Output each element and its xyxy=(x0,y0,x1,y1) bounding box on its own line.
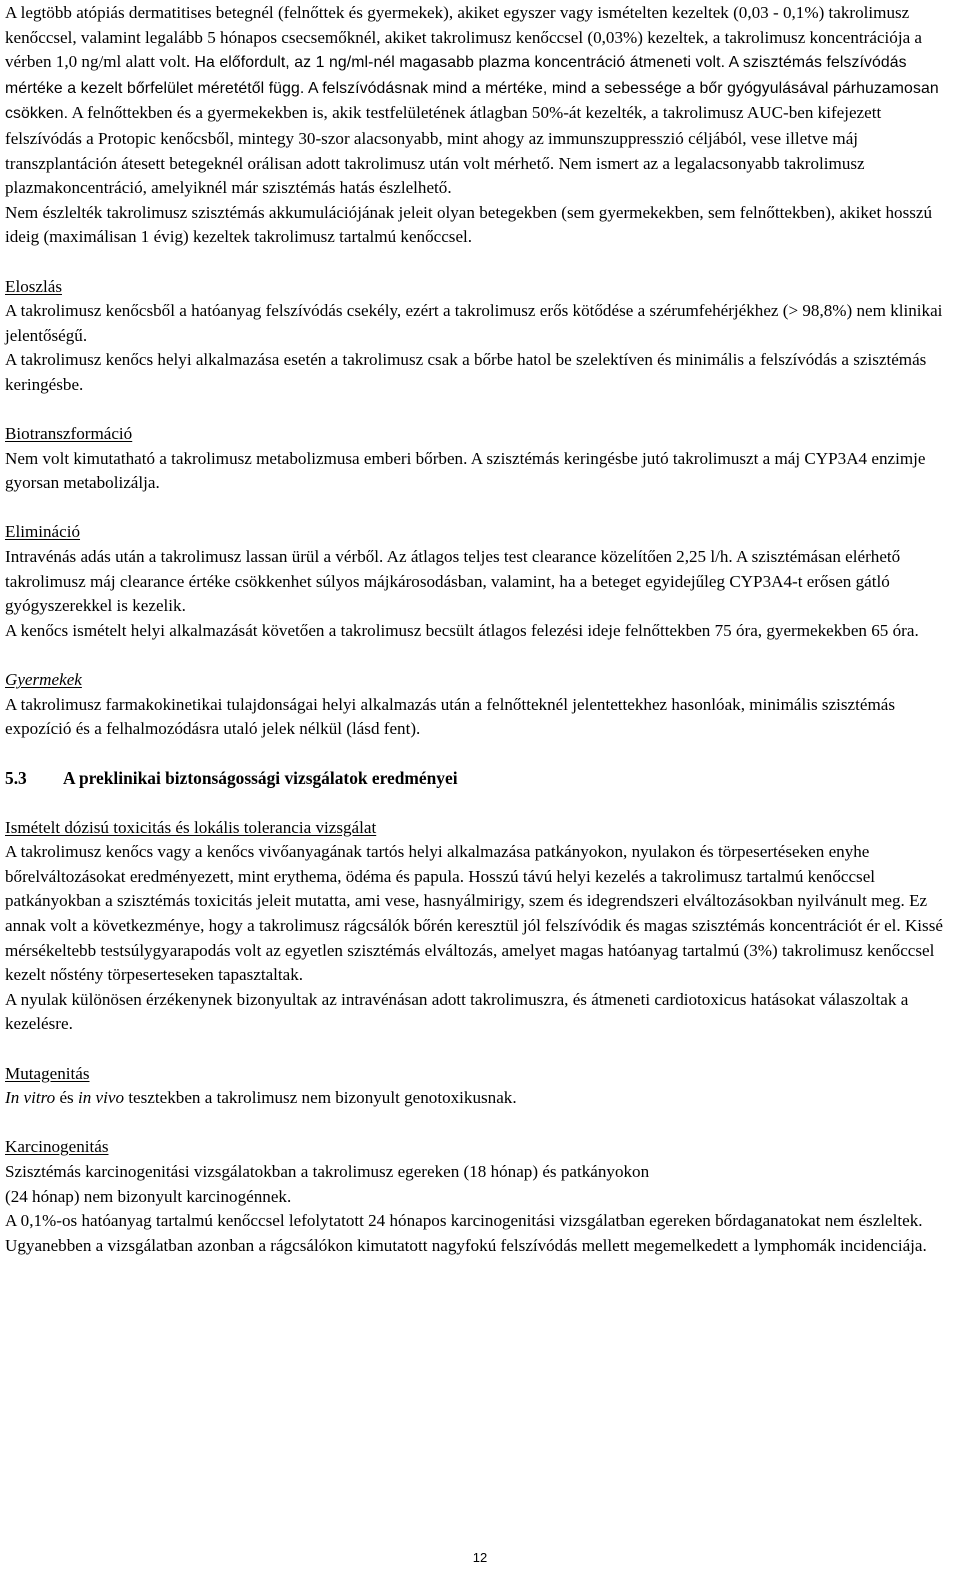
mutagenitas-rest-text: tesztekben a takrolimusz nem bizonyult genotoxikusnak. xyxy=(128,1088,517,1108)
eloszlas-paragraph-2: A takrolimusz kenőcs helyi alkalmazása esetén a takrolimusz csak a bőrbe hatol be szelektíven és minimális a felszívódás a szisztémás keringésbe. xyxy=(5,350,927,394)
karcinogenitas-line-2: (24 hónap) nem bizonyult karcinogénnek. xyxy=(5,1186,292,1206)
eloszlas-paragraph-1: A takrolimusz kenőcsből a hatóanyag felszívódás csekély, ezért a takrolimusz erős kötődése a szérumfehérjékhez (> 98,8%) nem klinikai jelentőségű. xyxy=(5,301,943,345)
eliminacio-heading: Elimináció xyxy=(5,522,81,542)
eloszlas-heading: Eloszlás xyxy=(5,276,62,296)
in-vivo-text: in vivo xyxy=(77,1088,125,1108)
section-title-text: A preklinikai biztonságossági vizsgálatok eredményei xyxy=(63,768,458,789)
document-body xyxy=(5,1,955,1258)
karcinogenitas-paragraph-2: A 0,1%-os hatóanyag tartalmú kenőccsel lefolytatott 24 hónapos karcinogenitási vizsgálatban egereken bőrdaganatokat nem észleltek. Ugyanebben a vizsgálatban azonban a rágcsálókon kimutatott nagyfokú felszívódás mellett megemelkedett a lymphomák incidenciája. xyxy=(5,1211,927,1255)
in-vitro-text: In vitro xyxy=(5,1088,56,1108)
eliminacio-paragraph-1: Intravénás adás után a takrolimusz lassan ürül a vérből. Az átlagos teljes test clearance közelítően 2,25 l/h. A szisztémásan elérhető takrolimusz máj clearance értéke csökkenhet súlyos májkárosodásban, valamint, ha a beteget egyidejűleg CYP3A4-t erősen gátló gyógyszerekkel is kezelik. xyxy=(5,547,901,616)
karcinogenitas-line-1: Szisztémás karcinogenitási vizsgálatokban a takrolimusz egereken (18 hónap) és patkányokon xyxy=(5,1161,650,1181)
ismetelt-heading: Ismételt dózisú toxicitás és lokális tolerancia vizsgálat xyxy=(5,817,377,837)
pk-intro-paragraph xyxy=(5,1,955,201)
karcinogenitas-heading: Karcinogenitás xyxy=(5,1137,109,1157)
gyermekek-paragraph: A takrolimusz farmakokinetikai tulajdonságai helyi alkalmazás után a felnőtteknél jelentettekhez hasonlóak, minimális szisztémás expozíció és a felhalmozódásra utaló jelek nélkül (lásd fent). xyxy=(5,694,896,739)
pk-intro-text-3: A felnőttekben és a gyermekekben is, akik testfelületének átlagban 50%-át kezelték, a takrolimusz AUC-ben kifejezett felszívódás a Protopic kenőcsből, mintegy 30-szor alacsonyabb, mint ahogy az immunszuppresszió céljából, vese illetve máj transzplantáción átesett betegeknél orálisan adott takrolimusz után volt mérhető. Nem ismert az a legalacsonyabb takrolimusz plazmakoncentráció, amelyiknél már szisztémás hatás észlelhető. xyxy=(5,103,882,198)
mutagenitas-heading: Mutagenitás xyxy=(5,1063,90,1083)
mutagenitas-paragraph xyxy=(5,1086,955,1111)
biotranszformacio-heading: Biotranszformáció xyxy=(5,424,133,444)
pk-intro-text-2: Ha előfordult, az 1 ng/ml-nél magasabb plazma koncentráció átmeneti volt. A szisztémás felszívódás mértéke a kezelt bőrfelület méretétől függ. A felszívódásnak mind a mértéke, mind a sebessége a bőr gyógyulásával párhuzamosan csökken. xyxy=(5,54,939,123)
section-5-3-title xyxy=(5,766,955,791)
pk-accumulation-paragraph: Nem észlelték takrolimusz szisztémás akkumulációjának jeleit olyan betegekben (sem gyermekekben, sem felnőttekben), akiket hosszú ideig (maximálisan 1 évig) kezeltek takrolimusz tartalmú kenőccsel. xyxy=(5,202,933,247)
ismetelt-paragraph-2: A nyulak különösen érzékenynek bizonyultak az intravénásan adott takrolimuszra, és átmeneti cardiotoxicus hatásokat válaszoltak a kezelésre. xyxy=(5,989,909,1034)
ismetelt-paragraph-1: A takrolimusz kenőcs vagy a kenőcs vivőanyagának tartós helyi alkalmazása patkányokon, nyulakon és törpesertéseken enyhe bőrelváltozásokat eredményezett, mint erythema, ödéma és papula. Hosszú távú helyi kezelés a takrolimusz tartalmú kenőccsel patkányokban a szisztémás toxicitás jeleit mutatta, ami vese, hasnyálmirigy, szem és idegrendszeri elváltozásokban nyilvánult meg. Ez annak volt a következménye, hogy a takrolimusz rágcsálók bőrén keresztül jól felszívódik és magas szisztémás koncentrációt ér el. Kissé mérsékeltebb testsúlygyarapodás volt az egyetlen szisztémás elváltozás, amelyet magas hatóanyag tartalmú (3%) takrolimusz kenőccsel kezelt nőstény törpeserteseken tapasztaltak. xyxy=(5,842,943,985)
karcinogenitas-paragraph-1 xyxy=(5,1160,955,1209)
gyermekek-heading: Gyermekek xyxy=(5,670,82,690)
es-text: és xyxy=(59,1088,74,1108)
section-number: 5.3 xyxy=(5,768,27,789)
page-number: 12 xyxy=(472,1550,488,1565)
eliminacio-paragraph-2: A kenőcs ismételt helyi alkalmazását követően a takrolimusz becsült átlagos felezési ideje felnőttekben 75 óra, gyermekekben 65 óra. xyxy=(5,620,919,640)
biotranszformacio-paragraph: Nem volt kimutatható a takrolimusz metabolizmusa emberi bőrben. A szisztémás keringésbe jutó takrolimuszt a máj CYP3A4 enzimje gyorsan metabolizálja. xyxy=(5,448,926,493)
pk-intro-text-1: A legtöbb atópiás dermatitises betegnél (felnőttek és gyermekek), akiket egyszer vagy ismételten kezeltek (0,03 - 0,1%) takrolimusz kenőccsel, valamint legalább 5 hónapos csecsemőknél, akiket takrolimusz kenőccsel (0,03%) kezeltek, a takrolimusz koncentrációja a vérben 1,0 ng/ml alatt volt. xyxy=(5,3,923,72)
